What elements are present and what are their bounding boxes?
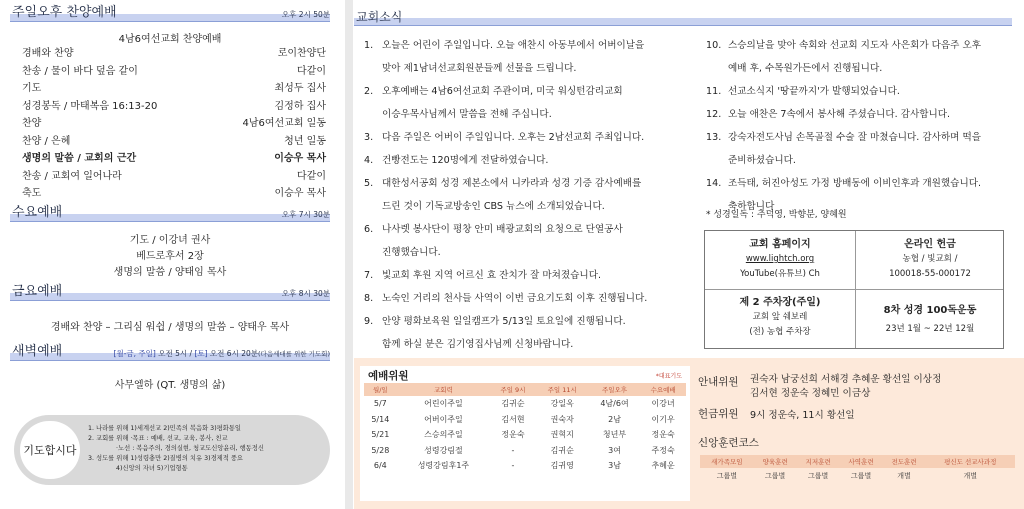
church-news-panel [354,0,1024,509]
duty-title: 예배위원 [368,370,409,382]
order-row [22,46,326,62]
news-number: 5. [364,178,374,189]
news-text: 오늘은 어린이 주일입니다. 오늘 애찬시 아동부에서 어버이날을 [382,40,645,51]
news-text: 노숙인 거리의 천사들 사역이 이번 금요기도회 이후 진행됩니다. [382,293,648,304]
course-title: 신앙훈련코스 [698,437,759,449]
duty-header-row [364,383,686,396]
section-time: 오후 8시 30분 [281,289,330,298]
order-row [22,64,326,80]
wednesday-line: 기도 / 이강녀 권사 [129,235,211,246]
giving-title: 온라인 헌금 [904,239,956,250]
news-text: 준비하셨습니다. [728,155,796,166]
giving-account: 100018-55-000172 [889,269,971,279]
order-item: 축도 [22,188,42,199]
duty-header-cell: 주일오후 [589,383,641,396]
news-text: 드린 것이 기독교방송인 CBS 뉴스에 소개되었습니다. [382,201,605,212]
order-leader: 4남6여선교회 일동 [242,118,326,129]
course-header-cell: 양육훈련 [754,455,797,468]
usher-line: 권숙자 남궁선희 서해경 추혜운 황선일 이상정 [750,374,942,385]
news-title: 교회소식 [356,10,403,24]
news-number: 4. [364,155,374,166]
order-item: 찬송 / 교회여 일어나라 [22,170,122,182]
parking-title: 제 2 주차장(주일) [739,297,821,308]
order-row [22,116,326,132]
prayer-box [14,415,330,485]
wednesday-line: 생명의 말씀 / 양태임 목사 [113,267,227,278]
duty-header-cell: 수요예배 [640,383,686,396]
news-number: 12. [706,109,722,120]
duty-cell: 5/7 [373,399,387,409]
dawn-line: 사무엘하 (QT. 생명의 삶) [114,380,226,391]
prayer-label: 기도합시다 [20,421,80,479]
usher-line: 김서현 정운숙 정혜민 이금상 [750,388,871,399]
duty-body [364,396,686,474]
course-header-cell: 전도훈련 [883,455,926,468]
news-text: 스승의날을 맞아 속회와 선교회 지도자 사은회가 다음주 오후 [728,40,982,51]
order-leader: 이승우 목사 [274,188,326,199]
duty-cell: 성령강림절 [424,445,463,455]
order-row [22,99,326,115]
duty-cell: 김서현 [501,414,525,424]
news-text: 축하합니다 [728,201,775,212]
prayer-item: 1. 나라를 위해 1)세계선교 2)민족의 복음화 3)평화통일 [88,425,241,432]
table-row [364,412,686,428]
fold-divider [345,0,353,509]
duty-cell: 어버이주일 [424,414,463,424]
sunday-pm-heading: 4남6여선교회 찬양예배 [118,34,222,45]
news-number: 7. [364,270,374,281]
bible-period: 23년 1월 ~ 22년 12월 [885,324,975,334]
duty-cell: 강일옥 [550,399,574,409]
order-row [22,134,326,150]
course-cell: 개별 [897,472,911,480]
course-header-cell: 사역훈련 [840,455,883,468]
dawn-header [10,343,330,361]
prayer-item: 2. 교회를 위해 ·목표 : 예배, 선교, 교육, 봉사, 친교 [88,435,228,442]
news-text: 선교소식지 '땅끝까지'가 발행되었습니다. [728,86,900,97]
duty-cell: 4남/6여 [600,399,629,409]
news-text: 오늘 애찬은 7속에서 봉사해 주셨습니다. 감사합니다. [728,109,951,120]
section-title: 수요예배 [12,205,63,220]
duty-cell: 주정숙 [651,445,675,455]
news-number: 14. [706,178,722,189]
news-text: 진행했습니다. [382,247,441,258]
friday-header [10,283,330,301]
duty-cell: 5/28 [371,445,390,455]
homepage-link[interactable]: www.lightch.org [745,254,815,264]
course-header-cell: 평신도 선교사과정 [926,455,1016,468]
news-number: 10. [706,40,722,51]
course-cell: 그룹별 [807,472,829,480]
news-text: 대한성서공회 성경 제본소에서 니카라과 성경 기증 감사예배를 [382,178,642,189]
bible-title: 8차 성경 100독운동 [883,305,977,316]
order-leader: 청년 일동 [284,135,326,147]
news-number: 11. [706,86,722,97]
news-number: 3. [364,132,374,143]
news-text: 나사렛 봉사단이 평창 안미 배광교회의 요청으로 단열공사 [382,224,623,235]
duty-table [364,383,686,474]
table-row [364,427,686,443]
course-header-cell: 새가족모임 [700,455,754,468]
duty-cell: 2남 [608,414,621,424]
course-table [700,455,1015,484]
news-text: 빛교회 후원 지역 어르신 효 잔치가 잘 마쳐졌습니다. [382,270,602,281]
order-item: 경배와 찬양 [22,48,74,59]
bible-reading-note: * 성경일독 : 추덕영, 박향분, 양혜원 [706,210,847,220]
prayer-item: ·노선 : 복음주의, 경의실현, 청교도신앙윤리, 행동정신 [88,445,264,452]
duty-cell: 3여 [608,445,621,455]
duty-cell: 권혁지 [550,430,574,440]
section-time: [월-금, 주일] 오전 5시 / [토] 오전 6시 20분(다음세대를 위한 기도회) [113,349,330,358]
news-list-left [364,34,694,354]
course-cell: 개별 [963,472,978,480]
section-title: 주일오후 찬양예배 [12,5,117,20]
duty-cell: 5/14 [371,414,390,424]
duty-header-cell: 교회력 [397,383,491,396]
course-cell: 그룹별 [850,472,872,480]
order-row [22,186,326,202]
duty-cell: 추혜운 [651,461,675,471]
news-text: 안양 평화보육원 일일캠프가 5/13일 토요일에 진행됩니다. [382,316,626,327]
duty-cell: 김귀순 [550,445,574,455]
offering-label: 헌금위원 [698,408,739,420]
parking-line: (전) 농협 주차장 [749,327,811,337]
section-time: 오후 2시 50분 [281,10,330,19]
duty-cell: 어린이주일 [424,399,463,409]
table-row [364,396,686,412]
table-row [364,458,686,474]
parking-line: 교회 앞 쉐보레 [752,312,808,322]
order-row [22,151,326,167]
order-leader: 최성두 집사 [274,83,326,94]
duty-cell: 6/4 [373,461,387,471]
giving-bank: 농협 / 빛교회 / [902,254,958,264]
order-leader: 김정하 집사 [274,100,326,112]
news-text: 오후예배는 4남6여선교회 주관이며, 미국 워싱턴감리교회 [382,86,623,97]
homepage-title: 교회 홈페이지 [749,239,811,250]
offering-line: 9시 정운숙, 11시 황선일 [750,410,855,421]
duty-cell: 정운숙 [651,430,675,440]
news-list-right [706,34,1016,224]
info-box [704,230,1004,349]
course-header-cell: 지저훈련 [797,455,840,468]
course-value-row [700,468,1015,484]
duty-cell: 청년부 [602,430,627,440]
news-number: 6. [364,224,374,235]
duty-cell: 스승의주일 [424,430,463,440]
wednesday-header [10,204,330,222]
duty-header-cell: 주일 11시 [536,383,589,396]
usher-label: 안내위원 [698,376,739,388]
news-number: 8. [364,293,374,304]
sunday-pm-header [10,4,330,22]
duty-header-cell: 주일 9시 [490,383,536,396]
youtube-channel: YouTube(유튜브) Ch [740,269,820,279]
parking-cell [705,295,855,340]
duty-cell: 성령강림후1주 [417,461,470,471]
duty-header-cell: 월/일 [364,383,397,396]
duty-cell: 정운숙 [501,430,525,440]
course-cell: 그룹별 [716,472,737,480]
duty-cell: 3남 [608,461,621,471]
homepage-cell [705,237,855,282]
duty-cell: - [511,461,515,471]
order-leader: 다같이 [297,170,326,182]
news-text: 조득태, 허진아성도 가정 방배동에 이비인후과 개원했습니다. [728,178,982,189]
bible-reading-cell [855,303,1005,337]
section-title: 금요예배 [12,284,63,299]
order-row [22,81,326,97]
news-text: 함께 하실 분은 김기영집사님께 신청바랍니다. [382,339,574,350]
news-text: 예배 후, 수목원가든에서 진행됩니다. [728,63,883,74]
course-header-row [700,455,1015,468]
news-number: 2. [364,86,374,97]
duty-note: *대표기도 [655,373,682,380]
order-item: 생명의 말씀 / 교회의 근간 [22,153,137,164]
news-number: 9. [364,316,374,327]
section-title: 새벽예배 [12,344,63,359]
order-item: 찬양 / 은혜 [22,135,71,147]
news-text: 강숙자전도사님 손목골절 수술 잘 마쳤습니다. 감사하며 떡을 [728,132,982,143]
prayer-item: 3. 성도를 위해 1)성령충만 2)질병의 치유 3)경제적 풍요 [88,455,243,462]
duty-cell: 이강녀 [651,399,675,409]
order-item: 성경봉독 / 마태복음 16:13-20 [22,100,158,112]
order-row [22,169,326,185]
course-cell: 그룹별 [765,472,786,480]
news-header [354,8,1012,26]
wednesday-line: 베드로후서 2장 [136,251,204,262]
section-time: 오후 7시 30분 [281,210,330,219]
prayer-item: 4)신앙의 자녀 5)기업형통 [88,465,188,472]
order-item: 찬양 [22,118,42,129]
table-row [364,443,686,459]
order-leader: 로이찬양단 [277,48,326,59]
duty-cell: - [511,445,515,455]
news-text: 이승우목사님께서 말씀을 전해 주십니다. [382,109,552,120]
duty-cell: 김귀영 [550,461,574,471]
worship-schedule-panel [0,0,344,509]
order-item: 찬송 / 물이 바다 덮음 같이 [22,65,138,77]
news-text: 다음 주일은 어버이 주일입니다. 오후는 2남선교회 주최입니다. [382,132,645,143]
news-number: 13. [706,132,722,143]
order-item: 기도 [22,83,42,94]
news-text: 맞아 제1남녀선교회원분들께 선물을 드립니다. [382,63,577,74]
news-number: 1. [364,40,374,51]
duty-cell: 권숙자 [550,414,574,424]
order-leader: 다같이 [297,65,326,77]
online-giving-cell [855,237,1005,282]
news-text: 건빵전도는 120명에게 전달하였습니다. [382,155,549,166]
friday-line: 경배와 찬양 – 그리심 워쉽 / 생명의 말씀 – 양태우 목사 [50,322,290,333]
order-leader: 이승우 목사 [274,153,326,164]
duty-cell: 이기우 [651,414,675,424]
duty-cell: 5/21 [371,430,390,440]
duty-cell: 김귀순 [501,399,525,409]
